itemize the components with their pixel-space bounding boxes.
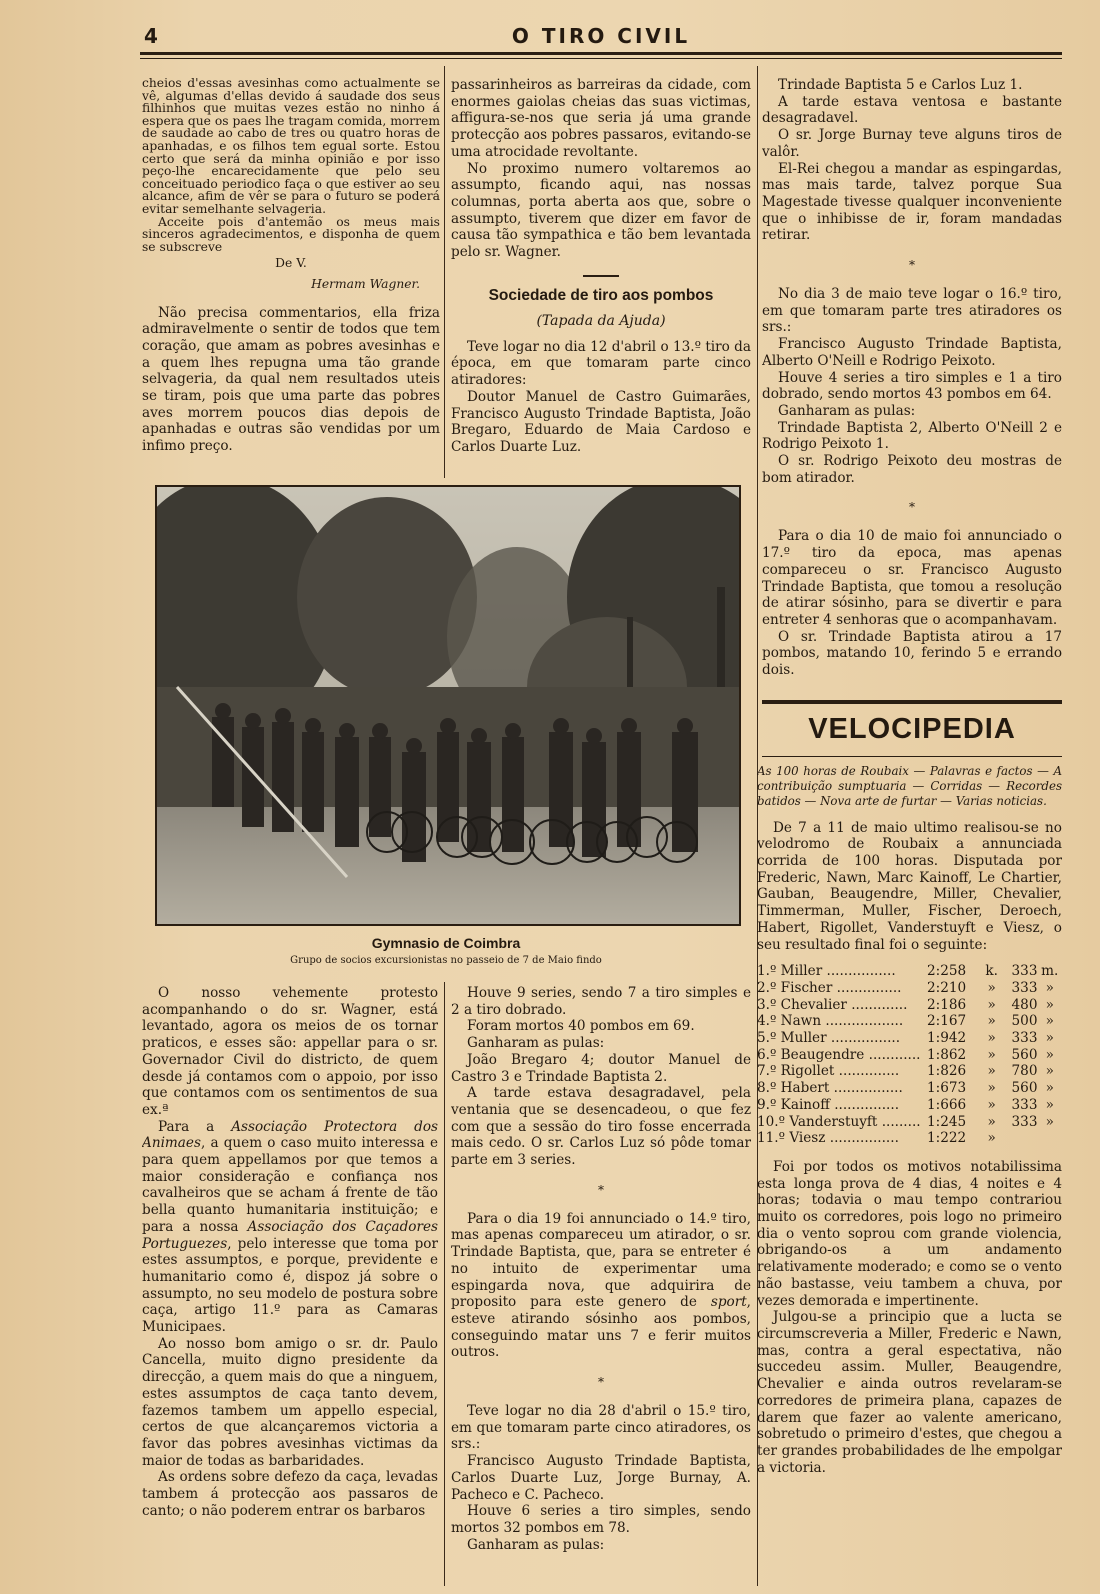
result-munit: » <box>1045 1046 1054 1063</box>
column-divider <box>444 982 445 1586</box>
result-m: 333 <box>1011 979 1038 996</box>
result-dist: 1:245 <box>927 1113 967 1130</box>
paragraph: Ao nosso bom amigo o sr. dr. Paulo Cancella, muito digno presidente da direcção, a quem mais do que a ninguem, estes assumptos de caça tanto devem, fazemos tambem um appello especial, certos de que alcançaremos victoria a favor das pobres avesinhas victimas da maior de todas as barbaridades. <box>142 1335 438 1469</box>
paragraph: Francisco Augusto Trindade Baptista, Carlos Duarte Luz, Jorge Burnay, A. Pacheco e C. Pacheco. <box>451 1453 751 1503</box>
page-number: 4 <box>144 24 158 48</box>
result-unit: » <box>987 1096 996 1113</box>
result-dist: 1:826 <box>927 1063 967 1080</box>
result-m: 333 <box>1011 1096 1038 1113</box>
result-unit: » <box>987 1046 996 1063</box>
photo-illustration <box>157 487 739 924</box>
paragraph: Ganharam as pulas: <box>467 1035 605 1052</box>
result-pos: 2.º Fischer ............... <box>757 979 902 996</box>
result-dist: 2:258 <box>927 963 967 980</box>
result-pos: 9.º Kainoff ............... <box>757 1096 900 1113</box>
paragraph: passarinheiros as barreiras da cidade, com enormes gaiolas cheias das suas victimas, affigura-se-nos que seria já uma grande protecção aos pobres passaros, evitando-se uma atrocidade revoltante. <box>451 77 751 160</box>
result-unit: » <box>987 1013 996 1030</box>
letter-signature: Hermam Wagner. <box>311 276 420 291</box>
result-munit: » <box>1045 1030 1054 1047</box>
pigeon-article-column <box>451 77 751 477</box>
page-header <box>140 22 1062 46</box>
paragraph: Houve 6 series a tiro simples, sendo mortos 32 pombos em 78. <box>451 1503 751 1536</box>
race-results-table <box>757 963 1062 1147</box>
result-m <box>1001 1130 1038 1147</box>
result-row <box>757 1114 1062 1131</box>
velocipedia-heading: VELOCIPEDIA <box>808 713 1016 745</box>
paragraph: Ganharam as pulas: <box>467 1536 605 1553</box>
result-munit: » <box>1045 1063 1054 1080</box>
result-dist: 1:222 <box>927 1130 967 1147</box>
newspaper-title: O TIRO CIVIL <box>511 24 691 48</box>
result-m: 333 <box>1011 1030 1038 1047</box>
result-m: 500 <box>1011 1013 1038 1030</box>
result-unit: » <box>987 1030 996 1047</box>
paragraph: Ganharam as pulas: <box>778 402 916 419</box>
result-row <box>757 1097 1062 1114</box>
header-rule-thin <box>140 58 1062 59</box>
paragraph: Houve 9 series, sendo 7 a tiro simples e 2 a tiro dobrado. <box>451 985 751 1018</box>
paragraph <box>142 1119 438 1336</box>
section-rule-thin <box>762 756 1062 757</box>
result-row <box>757 1063 1062 1080</box>
text-span: , esteve atirando sósinho aos pombos, conseguindo matar uns 7 e ferir muitos outros. <box>451 1294 751 1361</box>
result-unit: k. <box>985 963 998 980</box>
result-pos: 7.º Rigollet .............. <box>757 1063 900 1080</box>
pigeon-results-column <box>451 985 751 1590</box>
paragraph: De 7 a 11 de maio ultimo realisou-se no velodromo de Roubaix a annunciada corrida de 100 horas. Disputada por Frederic, Nawn, Marc Kainoff, Le Chartier, Gauban, Beaugendre, Miller, Chevalier, Timmerman, Muller, Fischer, Deroech, Habert, Rigollet, Vanderstuyft e Viesz, o seu resultado final foi o seguinte: <box>757 819 1062 953</box>
result-munit: » <box>1045 996 1054 1013</box>
paragraph: No dia 3 de maio teve logar o 16.º tiro, em que tomaram parte tres atiradores os srs.: <box>762 286 1062 336</box>
result-dist: 2:186 <box>927 996 967 1013</box>
paragraph: Houve 4 series a tiro simples e 1 a tiro dobrado, sendo mortos 43 pombos em 64. <box>762 369 1062 403</box>
paragraph: Doutor Manuel de Castro Guimarães, Francisco Augusto Trindade Baptista, João Bregaro, Eduardo de Maia Cardoso e Carlos Duarte Luz. <box>451 388 751 455</box>
result-munit <box>1037 1130 1062 1147</box>
paragraph: João Bregaro 4; doutor Manuel de Castro 3 e Trindade Baptista 2. <box>451 1051 751 1085</box>
result-pos: 8.º Habert ................ <box>757 1080 903 1097</box>
result-dist: 1:673 <box>927 1080 967 1097</box>
result-row <box>757 1080 1062 1097</box>
result-unit: » <box>987 1130 996 1147</box>
result-munit: m. <box>1041 963 1059 980</box>
result-munit: » <box>1045 979 1054 996</box>
section-heading: Sociedade de tiro aos pombos <box>488 286 714 304</box>
result-munit: » <box>1045 1096 1054 1113</box>
paragraph: Foi por todos os motivos notabilissima esta longa prova de 4 dias, 4 noites e 4 horas; todavia o mau tempo contrariou muito os corredores, pois logo no primeiro dia o vento soprou com grande violencia, obrigando-os a um andamento relativamente moderado; e como se o vento não bastasse, veiu tambem a chuva, por vezes demorada e impertinente. <box>757 1158 1062 1309</box>
paragraph: A tarde estava ventosa e bastante desagradavel. <box>762 93 1062 127</box>
result-dist: 1:666 <box>927 1096 967 1113</box>
result-unit: » <box>987 1080 996 1097</box>
text-span: Para o dia 19 foi annunciado o 14.º tiro, mas apenas compareceu um atirador, o sr. Trindade Baptista, que, para se entreter é no intuito de experimentar uma espingarda nova, que adquirira de proposito para este genero de <box>451 1210 751 1311</box>
result-unit: » <box>987 1063 996 1080</box>
result-m: 333 <box>1011 1113 1038 1130</box>
result-row <box>757 1130 1062 1147</box>
paragraph: Trindade Baptista 5 e Carlos Luz 1. <box>778 77 1023 93</box>
separator-star: * <box>909 258 915 273</box>
result-m: 480 <box>1011 996 1038 1013</box>
letter-text: cheios d'essas avesinhas como actualmente se vê, algumas d'ellas devido á saudade dos seus filhinhos que muitas vezes estão no ninho á espera que os paes lhe tragam comida, morrem de saudade ao cabo de tres ou quatro horas de apanhadas, e os filhos tem egual sorte. Estou certo que será da minha opinião e por isso peço-lhe encarecidamente que pelo seu conceituado periodico faça o que estiver ao seu alcance, afim de vêr se para o futuro se poderá evitar semelhante selvageria. <box>142 77 440 216</box>
paragraph: Julgou-se a principio que a lucta se circumscreveria a Miller, Frederic e Nawn, mas, contra a geral espectativa, não succedeu assim. Muller, Beaugendre, Chevalier e ainda outros revelaram-se corredores de primeira plana, capazes de darem que fazer ao valente americano, sobretudo o primeiro d'estes, que chegou a ter grandes probabilidades de lhe empolgar a victoria. <box>757 1309 1062 1476</box>
section-summary: As 100 horas de Roubaix — Palavras e factos — A contribuição sumptuaria — Corridas — Recordes batidos — Nova arte de furtar — Varias noticias. <box>757 764 1062 809</box>
paragraph: O sr. Trindade Baptista atirou a 17 pombos, matando 10, ferindo 5 e errando dois. <box>762 628 1062 679</box>
section-subheading: (Tapada da Ajuda) <box>536 312 666 329</box>
protest-column <box>142 985 438 1590</box>
result-dist: 1:942 <box>927 1030 967 1047</box>
group-photograph <box>155 485 741 926</box>
result-pos: 6.º Beaugendre ............ <box>757 1046 921 1063</box>
section-rule <box>583 275 619 277</box>
result-row <box>757 1013 1062 1030</box>
result-row <box>757 980 1062 997</box>
letter-column <box>142 77 440 477</box>
paragraph: El-Rei chegou a mandar as espingardas, mas mais tarde, talvez porque Sua Magestade tivesse qualquer inconveniente que o inhibisse de ir, foram mandadas retirar. <box>762 160 1062 244</box>
result-unit: » <box>987 1113 996 1130</box>
result-dist: 1:862 <box>927 1046 967 1063</box>
result-m: 333 <box>1011 963 1038 980</box>
result-m: 560 <box>1011 1046 1038 1063</box>
result-unit: » <box>987 979 996 996</box>
italic-association-name: Associação dos Caçadores Portuguezes <box>142 1218 438 1252</box>
separator-star: * <box>598 1182 604 1197</box>
paragraph: O sr. Jorge Burnay teve alguns tiros de valôr. <box>762 127 1062 160</box>
paragraph: Foram mortos 40 pombos em 69. <box>467 1018 695 1035</box>
result-pos: 3.º Chevalier ............. <box>757 996 908 1013</box>
letter-thanks: Acceite pois d'antemão os meus mais sinceros agradecimentos, e disponha de quem se subscreve <box>142 214 440 254</box>
result-pos: 5.º Muller ................ <box>757 1030 901 1047</box>
paragraph: O nosso vehemente protesto acompanhando o do sr. Wagner, está levantado, agora os meios de os tornar praticos, e esses são: appellar para o sr. Governador Civil do districto, de quem desde já contamos com o appoio, por isso que contamos com os sentimentos de sua ex.ª <box>142 985 438 1118</box>
result-m: 780 <box>1011 1063 1038 1080</box>
paragraph: A tarde estava desagradavel, pela ventania que se desencadeou, o que fez com que a sessão do tiro fosse encerrada mais cedo. O sr. Carlos Luz só pôde tomar parte em 3 series. <box>451 1085 751 1169</box>
letter-de-v: De V. <box>275 256 307 271</box>
pigeon-continuation-column <box>762 77 1062 689</box>
text-span: , a quem o caso muito interessa e para quem appellamos por que temos a maior consideração e confiança nos cavalheiros que se acham á frente de tão bella quanto humanitaria instituição; e para a nossa <box>142 1135 438 1235</box>
result-munit: » <box>1045 1080 1054 1097</box>
result-munit: » <box>1045 1113 1054 1130</box>
text-span: , pelo interesse que toma por estes assumptos, e porque, previdente e humanitario como é, dispoz já sobre o assumpto, no seu modelo de postura sobre caça, artigo 11.º para as Camaras Municipaes. <box>142 1235 438 1336</box>
result-pos: 11.º Viesz ................ <box>757 1130 899 1147</box>
result-row <box>757 997 1062 1014</box>
result-pos: 10.º Vanderstuyft ......... <box>757 1113 921 1130</box>
paragraph <box>451 1211 751 1361</box>
column-divider <box>444 66 445 478</box>
result-unit: » <box>987 996 996 1013</box>
paragraph: O sr. Rodrigo Peixoto deu mostras de bom atirador. <box>762 453 1062 486</box>
result-pos: 4.º Nawn .................. <box>757 1013 904 1030</box>
paragraph: No proximo numero voltaremos ao assumpto, ficando aqui, nas nossas columnas, porta aberta aos que, sobre o assumpto, tiverem que dizer em favor de causa tão sympathica e tão bem levantada pelo sr. Wagner. <box>451 160 751 261</box>
italic-word: sport <box>710 1294 747 1311</box>
comment-paragraph: Não precisa commentarios, ella friza admiravelmente o sentir de todos que tem coração, que amam as pobres avesinhas e a quem lhes repugna uma tão grande selvageria, da qual nem resultados uteis se tiram, pois que uma parte das pobres aves morrem poucos dias depois de apanhadas e outras são vendidas por um infimo preço. <box>142 304 440 455</box>
separator-star: * <box>598 1375 604 1390</box>
result-dist: 2:167 <box>927 1013 967 1030</box>
result-pos: 1.º Miller ................ <box>757 963 896 980</box>
paragraph: Para o dia 10 de maio foi annunciado o 17.º tiro da epoca, mas apenas compareceu o sr. Francisco Augusto Trindade Baptista, que tomou a resolução de atirar sósinho, para se divertir e para entreter 4 senhoras que o acompanhavam. <box>762 528 1062 628</box>
separator-star: * <box>909 500 915 515</box>
velocipedia-column <box>757 764 1062 1590</box>
paragraph: Teve logar no dia 28 d'abril o 15.º tiro, em que tomaram parte cinco atiradores, os srs.: <box>451 1403 751 1453</box>
paragraph: Teve logar no dia 12 d'abril o 13.º tiro da época, em que tomaram parte cinco atiradores: <box>451 338 751 389</box>
text-span: Para a <box>158 1118 232 1135</box>
header-rule <box>140 52 1062 55</box>
photo-caption-title: Gymnasio de Coimbra <box>371 935 521 951</box>
italic-association-name: Associação Protectora dos Animaes <box>142 1118 438 1152</box>
result-dist: 2:210 <box>927 979 967 996</box>
result-row <box>757 963 1062 980</box>
paragraph: Francisco Augusto Trindade Baptista, Alberto O'Neill e Rodrigo Peixoto. <box>762 336 1062 369</box>
result-row <box>757 1047 1062 1064</box>
paragraph: Trindade Baptista 2, Alberto O'Neill 2 e Rodrigo Peixoto 1. <box>762 419 1062 453</box>
section-rule-thick <box>762 700 1062 704</box>
paragraph: As ordens sobre defezo da caça, levadas tambem á protecção aos passaros de canto; o não poderem entrar os barbaros <box>142 1469 438 1519</box>
result-row <box>757 1030 1062 1047</box>
result-m: 560 <box>1011 1080 1038 1097</box>
result-munit: » <box>1045 1013 1054 1030</box>
photo-caption-subtitle: Grupo de socios excursionistas no passeio de 7 de Maio findo <box>290 955 602 966</box>
